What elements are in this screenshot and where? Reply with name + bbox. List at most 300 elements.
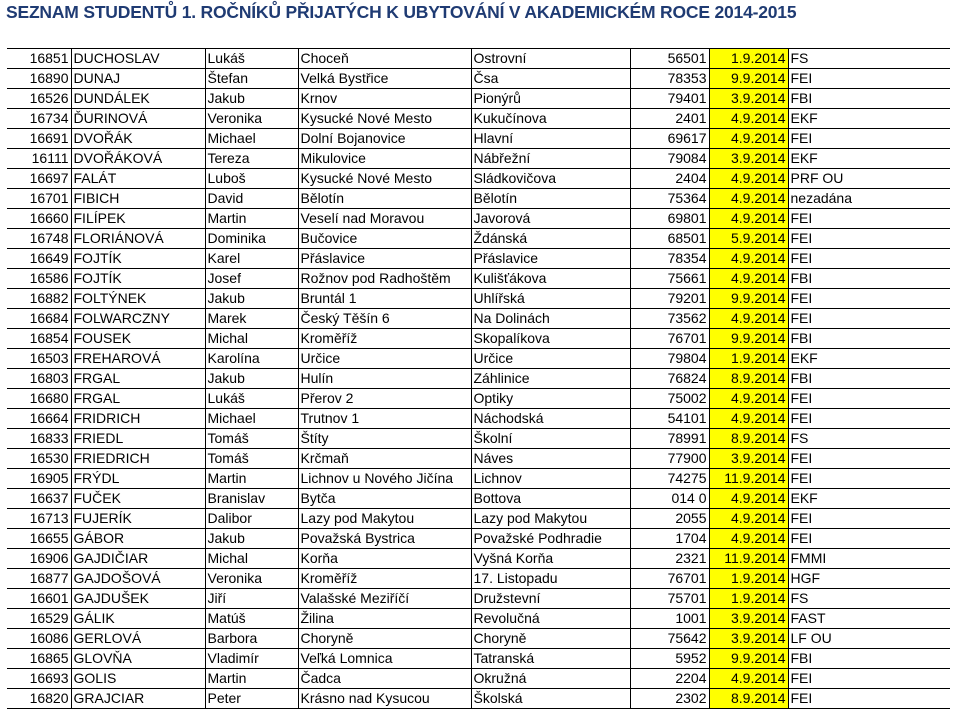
table-row — [7, 469, 950, 489]
street-cell: Ostrovní — [471, 49, 630, 69]
faculty-cell: FBI — [788, 269, 950, 289]
faculty-cell: FEI — [788, 209, 950, 229]
student-id-cell: 16526 — [7, 89, 71, 109]
table-row — [7, 69, 950, 89]
date-cell: 3.9.2014 — [709, 449, 788, 469]
postal-code-cell: 77900 — [630, 449, 709, 469]
date-cell: 4.9.2014 — [709, 109, 788, 129]
postal-code-cell: 76701 — [630, 569, 709, 589]
faculty-cell: EKF — [788, 149, 950, 169]
surname-cell: DVOŘÁK — [71, 129, 205, 149]
table-row — [7, 169, 950, 189]
surname-cell: FRGAL — [71, 369, 205, 389]
surname-cell: DUCHOSLAV — [71, 49, 205, 69]
date-cell: 4.9.2014 — [709, 209, 788, 229]
faculty-cell: FEI — [788, 409, 950, 429]
street-cell: Přáslavice — [471, 249, 630, 269]
postal-code-cell: 014 0 — [630, 489, 709, 509]
faculty-cell: FEI — [788, 449, 950, 469]
faculty-cell: HGF — [788, 569, 950, 589]
town-cell: Přáslavice — [298, 249, 471, 269]
surname-cell: ĎURINOVÁ — [71, 109, 205, 129]
street-cell: Vyšná Korňa — [471, 549, 630, 569]
first-name-cell: Jakub — [205, 369, 298, 389]
town-cell: Valašské Meziříčí — [298, 589, 471, 609]
table-row — [7, 589, 950, 609]
town-cell: Bělotín — [298, 189, 471, 209]
postal-code-cell: 75661 — [630, 269, 709, 289]
postal-code-cell: 2321 — [630, 549, 709, 569]
town-cell: Krásno nad Kysucou — [298, 689, 471, 709]
town-cell: Určice — [298, 349, 471, 369]
street-cell: Záhlinice — [471, 369, 630, 389]
surname-cell: FRIEDRICH — [71, 449, 205, 469]
street-cell: Sládkovičova — [471, 169, 630, 189]
postal-code-cell: 75002 — [630, 389, 709, 409]
faculty-cell: FEI — [788, 529, 950, 549]
date-cell: 4.9.2014 — [709, 309, 788, 329]
street-cell: Určice — [471, 349, 630, 369]
surname-cell: DUNDÁLEK — [71, 89, 205, 109]
first-name-cell: Lukáš — [205, 49, 298, 69]
town-cell: Přerov 2 — [298, 389, 471, 409]
town-cell: Kroměříž — [298, 329, 471, 349]
faculty-cell: FBI — [788, 369, 950, 389]
town-cell: Lazy pod Makytou — [298, 509, 471, 529]
date-cell: 3.9.2014 — [709, 149, 788, 169]
street-cell: Javorová — [471, 209, 630, 229]
faculty-cell: PRF OU — [788, 169, 950, 189]
postal-code-cell: 76701 — [630, 329, 709, 349]
student-id-cell: 16684 — [7, 309, 71, 329]
surname-cell: FOLWARCZNY — [71, 309, 205, 329]
street-cell: Lazy pod Makytou — [471, 509, 630, 529]
street-cell: Choryně — [471, 629, 630, 649]
date-cell: 4.9.2014 — [709, 509, 788, 529]
student-id-cell: 16601 — [7, 589, 71, 609]
first-name-cell: Dalibor — [205, 509, 298, 529]
town-cell: Bruntál 1 — [298, 289, 471, 309]
first-name-cell: Veronika — [205, 569, 298, 589]
table-row — [7, 449, 950, 469]
town-cell: Hulín — [298, 369, 471, 389]
surname-cell: FIBICH — [71, 189, 205, 209]
student-id-cell: 16865 — [7, 649, 71, 669]
student-id-cell: 16529 — [7, 609, 71, 629]
table-row — [7, 529, 950, 549]
postal-code-cell: 79401 — [630, 89, 709, 109]
date-cell: 9.9.2014 — [709, 69, 788, 89]
table-row — [7, 89, 950, 109]
student-id-cell: 16649 — [7, 249, 71, 269]
street-cell: Družstevní — [471, 589, 630, 609]
surname-cell: FOJTÍK — [71, 249, 205, 269]
student-id-cell: 16637 — [7, 489, 71, 509]
faculty-cell: FS — [788, 589, 950, 609]
faculty-cell: FEI — [788, 509, 950, 529]
student-id-cell: 16748 — [7, 229, 71, 249]
table-row — [7, 549, 950, 569]
student-id-cell: 16503 — [7, 349, 71, 369]
first-name-cell: Michal — [205, 329, 298, 349]
street-cell: Školní — [471, 429, 630, 449]
postal-code-cell: 2404 — [630, 169, 709, 189]
town-cell: Trutnov 1 — [298, 409, 471, 429]
surname-cell: FRÝDL — [71, 469, 205, 489]
postal-code-cell: 1001 — [630, 609, 709, 629]
faculty-cell: LF OU — [788, 629, 950, 649]
date-cell: 9.9.2014 — [709, 289, 788, 309]
postal-code-cell: 78353 — [630, 69, 709, 89]
student-id-cell: 16655 — [7, 529, 71, 549]
town-cell: Velká Bystřice — [298, 69, 471, 89]
faculty-cell: EKF — [788, 489, 950, 509]
student-id-cell: 16713 — [7, 509, 71, 529]
page-title: SEZNAM STUDENTŮ 1. ROČNÍKŮ PŘIJATÝCH K UBYTOVÁNÍ V AKADEMICKÉM ROCE 2014-2015 — [6, 2, 797, 22]
table-row — [7, 189, 950, 209]
student-id-cell: 16905 — [7, 469, 71, 489]
table-row — [7, 609, 950, 629]
surname-cell: GLOVŇA — [71, 649, 205, 669]
surname-cell: GRAJCIAR — [71, 689, 205, 709]
town-cell: Krčmaň — [298, 449, 471, 469]
first-name-cell: Martin — [205, 209, 298, 229]
street-cell: Nábřežní — [471, 149, 630, 169]
postal-code-cell: 75364 — [630, 189, 709, 209]
student-id-cell: 16877 — [7, 569, 71, 589]
postal-code-cell: 79201 — [630, 289, 709, 309]
town-cell: Choceň — [298, 49, 471, 69]
street-cell: 17. Listopadu — [471, 569, 630, 589]
first-name-cell: Dominika — [205, 229, 298, 249]
table-row — [7, 389, 950, 409]
street-cell: Ždánská — [471, 229, 630, 249]
faculty-cell: FS — [788, 49, 950, 69]
date-cell: 8.9.2014 — [709, 689, 788, 709]
postal-code-cell: 68501 — [630, 229, 709, 249]
first-name-cell: Jakub — [205, 289, 298, 309]
date-cell: 11.9.2014 — [709, 469, 788, 489]
table-row — [7, 629, 950, 649]
town-cell: Bučovice — [298, 229, 471, 249]
first-name-cell: Lukáš — [205, 389, 298, 409]
faculty-cell: FMMI — [788, 549, 950, 569]
town-cell: Považská Bystrica — [298, 529, 471, 549]
first-name-cell: Tomáš — [205, 449, 298, 469]
postal-code-cell: 75701 — [630, 589, 709, 609]
date-cell: 4.9.2014 — [709, 409, 788, 429]
date-cell: 9.9.2014 — [709, 329, 788, 349]
faculty-cell: FBI — [788, 89, 950, 109]
town-cell: Kysucké Nové Mesto — [298, 109, 471, 129]
faculty-cell: FBI — [788, 649, 950, 669]
first-name-cell: Peter — [205, 689, 298, 709]
faculty-cell: EKF — [788, 349, 950, 369]
date-cell: 5.9.2014 — [709, 229, 788, 249]
postal-code-cell: 75642 — [630, 629, 709, 649]
surname-cell: FALÁT — [71, 169, 205, 189]
table-row — [7, 329, 950, 349]
faculty-cell: FEI — [788, 129, 950, 149]
street-cell: Tatranská — [471, 649, 630, 669]
town-cell: Dolní Bojanovice — [298, 129, 471, 149]
student-id-cell: 16660 — [7, 209, 71, 229]
faculty-cell: nezadána — [788, 189, 950, 209]
first-name-cell: Branislav — [205, 489, 298, 509]
faculty-cell: FEI — [788, 69, 950, 89]
street-cell: Revolučná — [471, 609, 630, 629]
town-cell: Čadca — [298, 669, 471, 689]
student-id-cell: 16890 — [7, 69, 71, 89]
student-id-cell: 16803 — [7, 369, 71, 389]
street-cell: Čsa — [471, 69, 630, 89]
date-cell: 1.9.2014 — [709, 589, 788, 609]
town-cell: Kroměříž — [298, 569, 471, 589]
surname-cell: GÁBOR — [71, 529, 205, 549]
surname-cell: FUJERÍK — [71, 509, 205, 529]
date-cell: 4.9.2014 — [709, 189, 788, 209]
street-cell: Považské Podhradie — [471, 529, 630, 549]
surname-cell: FREHAROVÁ — [71, 349, 205, 369]
table-row — [7, 269, 950, 289]
surname-cell: FRIEDL — [71, 429, 205, 449]
student-id-cell: 16680 — [7, 389, 71, 409]
street-cell: Okružná — [471, 669, 630, 689]
postal-code-cell: 1704 — [630, 529, 709, 549]
first-name-cell: Veronika — [205, 109, 298, 129]
faculty-cell: EKF — [788, 109, 950, 129]
student-id-cell: 16701 — [7, 189, 71, 209]
town-cell: Mikulovice — [298, 149, 471, 169]
student-id-cell: 16664 — [7, 409, 71, 429]
street-cell: Uhlířská — [471, 289, 630, 309]
date-cell: 4.9.2014 — [709, 129, 788, 149]
table-row — [7, 649, 950, 669]
street-cell: Náves — [471, 449, 630, 469]
street-cell: Optiky — [471, 389, 630, 409]
first-name-cell: Tomáš — [205, 429, 298, 449]
faculty-cell: FS — [788, 429, 950, 449]
postal-code-cell: 73562 — [630, 309, 709, 329]
first-name-cell: Barbora — [205, 629, 298, 649]
surname-cell: FILÍPEK — [71, 209, 205, 229]
table-row — [7, 349, 950, 369]
first-name-cell: Josef — [205, 269, 298, 289]
student-id-cell: 16530 — [7, 449, 71, 469]
surname-cell: FOLTÝNEK — [71, 289, 205, 309]
student-id-cell: 16851 — [7, 49, 71, 69]
date-cell: 4.9.2014 — [709, 669, 788, 689]
town-cell: Veľká Lomnica — [298, 649, 471, 669]
street-cell: Kukučínova — [471, 109, 630, 129]
table-row — [7, 509, 950, 529]
student-id-cell: 16882 — [7, 289, 71, 309]
postal-code-cell: 69801 — [630, 209, 709, 229]
faculty-cell: FBI — [788, 329, 950, 349]
postal-code-cell: 69617 — [630, 129, 709, 149]
date-cell: 4.9.2014 — [709, 269, 788, 289]
town-cell: Krnov — [298, 89, 471, 109]
street-cell: Pionýrů — [471, 89, 630, 109]
table-row — [7, 129, 950, 149]
table-row — [7, 229, 950, 249]
postal-code-cell: 76824 — [630, 369, 709, 389]
street-cell: Školská — [471, 689, 630, 709]
street-cell: Náchodská — [471, 409, 630, 429]
postal-code-cell: 2401 — [630, 109, 709, 129]
first-name-cell: Štefan — [205, 69, 298, 89]
table-row — [7, 289, 950, 309]
date-cell: 4.9.2014 — [709, 489, 788, 509]
first-name-cell: Michael — [205, 409, 298, 429]
town-cell: Žilina — [298, 609, 471, 629]
postal-code-cell: 2055 — [630, 509, 709, 529]
surname-cell: GÁLIK — [71, 609, 205, 629]
surname-cell: GAJDUŠEK — [71, 589, 205, 609]
postal-code-cell: 79084 — [630, 149, 709, 169]
first-name-cell: Michal — [205, 549, 298, 569]
surname-cell: GERLOVÁ — [71, 629, 205, 649]
town-cell: Český Těšín 6 — [298, 309, 471, 329]
first-name-cell: Jiří — [205, 589, 298, 609]
table-row — [7, 409, 950, 429]
table-row — [7, 489, 950, 509]
student-id-cell: 16691 — [7, 129, 71, 149]
table-row — [7, 569, 950, 589]
first-name-cell: Luboš — [205, 169, 298, 189]
town-cell: Rožnov pod Radhoštěm — [298, 269, 471, 289]
surname-cell: FOJTÍK — [71, 269, 205, 289]
first-name-cell: Karel — [205, 249, 298, 269]
first-name-cell: Jakub — [205, 89, 298, 109]
postal-code-cell: 2204 — [630, 669, 709, 689]
postal-code-cell: 5952 — [630, 649, 709, 669]
first-name-cell: Marek — [205, 309, 298, 329]
table-row — [7, 369, 950, 389]
first-name-cell: Michael — [205, 129, 298, 149]
date-cell: 4.9.2014 — [709, 389, 788, 409]
date-cell: 4.9.2014 — [709, 169, 788, 189]
faculty-cell: FEI — [788, 469, 950, 489]
faculty-cell: FEI — [788, 309, 950, 329]
student-id-cell: 16906 — [7, 549, 71, 569]
student-id-cell: 16734 — [7, 109, 71, 129]
street-cell: Lichnov — [471, 469, 630, 489]
first-name-cell: Jakub — [205, 529, 298, 549]
date-cell: 3.9.2014 — [709, 609, 788, 629]
date-cell: 4.9.2014 — [709, 529, 788, 549]
table-row — [7, 689, 950, 709]
table-row — [7, 109, 950, 129]
date-cell: 9.9.2014 — [709, 649, 788, 669]
surname-cell: FUČEK — [71, 489, 205, 509]
first-name-cell: Tereza — [205, 149, 298, 169]
student-id-cell: 16833 — [7, 429, 71, 449]
surname-cell: DVOŘÁKOVÁ — [71, 149, 205, 169]
town-cell: Štíty — [298, 429, 471, 449]
faculty-cell: FEI — [788, 229, 950, 249]
table-row — [7, 309, 950, 329]
street-cell: Bottova — [471, 489, 630, 509]
student-id-cell: 16111 — [7, 149, 71, 169]
table-row — [7, 249, 950, 269]
surname-cell: FOUSEK — [71, 329, 205, 349]
town-cell: Bytča — [298, 489, 471, 509]
street-cell: Skopalíkova — [471, 329, 630, 349]
student-id-cell: 16697 — [7, 169, 71, 189]
faculty-cell: FEI — [788, 669, 950, 689]
town-cell: Choryně — [298, 629, 471, 649]
faculty-cell: FEI — [788, 389, 950, 409]
postal-code-cell: 79804 — [630, 349, 709, 369]
postal-code-cell: 54101 — [630, 409, 709, 429]
date-cell: 3.9.2014 — [709, 629, 788, 649]
surname-cell: FRGAL — [71, 389, 205, 409]
surname-cell: GOLIS — [71, 669, 205, 689]
postal-code-cell: 74275 — [630, 469, 709, 489]
surname-cell: DUNAJ — [71, 69, 205, 89]
table-row — [7, 429, 950, 449]
surname-cell: GAJDIČIAR — [71, 549, 205, 569]
first-name-cell: David — [205, 189, 298, 209]
town-cell: Veselí nad Moravou — [298, 209, 471, 229]
date-cell: 8.9.2014 — [709, 429, 788, 449]
table-row — [7, 209, 950, 229]
town-cell: Korňa — [298, 549, 471, 569]
street-cell: Kulišťákova — [471, 269, 630, 289]
date-cell: 1.9.2014 — [709, 49, 788, 69]
table-row — [7, 49, 950, 69]
surname-cell: FLORIÁNOVÁ — [71, 229, 205, 249]
student-id-cell: 16086 — [7, 629, 71, 649]
student-table — [7, 42, 950, 709]
surname-cell: GAJDOŠOVÁ — [71, 569, 205, 589]
student-id-cell: 16820 — [7, 689, 71, 709]
date-cell: 4.9.2014 — [709, 249, 788, 269]
table-row — [7, 149, 950, 169]
postal-code-cell: 78354 — [630, 249, 709, 269]
date-cell: 1.9.2014 — [709, 349, 788, 369]
surname-cell: FRIDRICH — [71, 409, 205, 429]
street-cell: Hlavní — [471, 129, 630, 149]
postal-code-cell: 56501 — [630, 49, 709, 69]
street-cell: Na Dolinách — [471, 309, 630, 329]
first-name-cell: Matúš — [205, 609, 298, 629]
town-cell: Lichnov u Nového Jičína — [298, 469, 471, 489]
table-row — [7, 669, 950, 689]
first-name-cell: Vladimír — [205, 649, 298, 669]
postal-code-cell: 2302 — [630, 689, 709, 709]
date-cell: 8.9.2014 — [709, 369, 788, 389]
faculty-cell: FAST — [788, 609, 950, 629]
student-table-body — [7, 42, 950, 709]
town-cell: Kysucké Nové Mesto — [298, 169, 471, 189]
first-name-cell: Martin — [205, 469, 298, 489]
faculty-cell: FEI — [788, 249, 950, 269]
student-id-cell: 16854 — [7, 329, 71, 349]
street-cell: Bělotín — [471, 189, 630, 209]
date-cell: 3.9.2014 — [709, 89, 788, 109]
student-id-cell: 16693 — [7, 669, 71, 689]
first-name-cell: Karolína — [205, 349, 298, 369]
faculty-cell: FEI — [788, 289, 950, 309]
date-cell: 1.9.2014 — [709, 569, 788, 589]
postal-code-cell: 78991 — [630, 429, 709, 449]
faculty-cell: FEI — [788, 689, 950, 709]
date-cell: 11.9.2014 — [709, 549, 788, 569]
student-id-cell: 16586 — [7, 269, 71, 289]
first-name-cell: Martin — [205, 669, 298, 689]
